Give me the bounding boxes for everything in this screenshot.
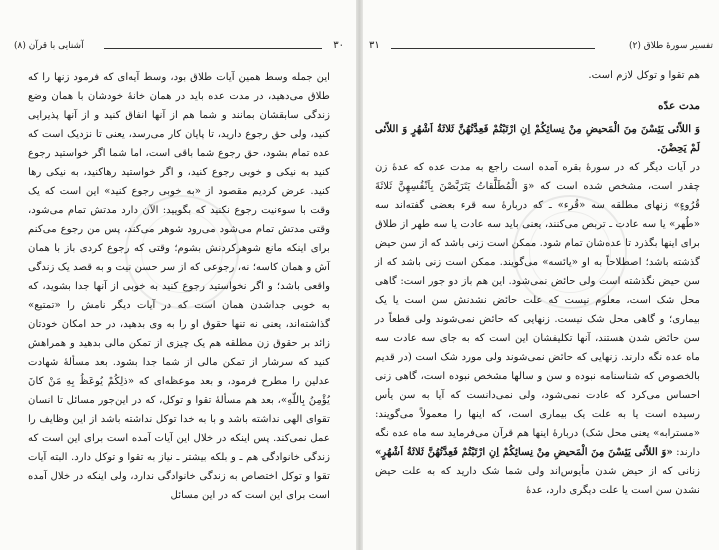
left-page-number: ۳۰ <box>333 40 344 51</box>
left-page-header <box>14 39 344 53</box>
paragraph-text: زنانی که از حیض شدن مأیوس‌اند ولی شما شک دارید که به علت حیض نشدن سن است یا علت دیگری دارد، عدهٔ <box>375 466 700 496</box>
right-page-number: ۳۱ <box>369 40 380 51</box>
quran-verse: وَ اللاّئی یَئِسْنَ مِنَ الْمَحیضِ مِنْ نِسائِکُمْ اِنِ ارْتَبْتُمْ فَعِدَّتُهُنَّ ثَلاثَةُ اَشْهُرٍ وَ اللاّئی لَمْ یَحِضْنَ. <box>375 123 700 154</box>
left-page <box>0 0 356 550</box>
right-page-header <box>369 39 713 53</box>
body-paragraph: این جمله وسط همین آیات طلاق بود، وسط آیه‌ای که فرمود زنها را که طلاق می‌دهید، در مدت عده باید در همان خانهٔ خودشان با همان وضع زندگی سابقشان بمانند و شما هم از آنها انفاق کنید و از آنها پذیرایی کنید، ولی حق رجوع دارید، تا پایان کار می‌رسد، یعنی تا نزدیک است که عده تمام بشود، حق رجوع شما باقی است، اما شما اگر خواستید رجوع کنید به نیکی و خوبی رجوع کنید، و اگر خواستید رهاکنید، به نیکی رها کنید. عرض کردیم مقصود از «به خوبی رجوع کنید» این است که یک وقت با سوءنیت رجوع نکنید که بگویید: الآن دارد مدتش تمام می‌شود، وقتی مدتش تمام می‌شود می‌رود شوهر می‌کند، پس من رجوع می‌کنم برای اینکه مانع شوهرکردنش بشوم؛ وقتی که رجوع کردی باز با همان آش و همان کاسه؛ نه، رجوعی که از سر حسن نیت و به قصد یک زندگی واقعی باشد؛ و اگر نخواستید رجوع کنید به خوبی از آنها جدا بشوید، که به خوبی جداشدن همان است که در آیات دیگر نامش را «تمتیع» گذاشته‌اند، یعنی نه تنها حقوق او را به وی بدهید، در حد امکان خودتان زائد بر حقوق زن مطلقه هم یک چیزی از تمکن مالی بدهید و همراهش کنید که سرشار از تمکن مالی از شما جدا بشود. بعد مسألهٔ شهادت عدلین را مطرح فرمود، و بعد موعظه‌ای که «ذلِکُمْ یُوعَظُ بِهِ مَنْ کانَ یُؤْمِنُ بِاللّهِ»، بعد هم مسألهٔ تقوا و توکل، که در این‌جور مسائل تا انسان تقوای الهی نداشته باشد و با به خدا توکل نداشته باشد از این وظایف را عمل نمی‌کند. پس اینکه در خلال این آیات آمده است برای این است که زندگی خانوادگی هم ـ و بلکه بیشتر ـ نیاز به تقوا و توکل دارد. البته آیات تقوا و توکل اختصاص به زندگی خانوادگی ندارد، ولی اینکه در خلال آمده است برای این است که در این مسائل <box>28 72 330 501</box>
section-title: مدت عدّه <box>658 100 700 112</box>
intro-line: هم تقوا و توکل لازم است. <box>588 70 700 81</box>
right-running-title: تفسیر سورهٔ طلاق (۲) <box>629 41 713 51</box>
right-page <box>363 0 719 550</box>
body-paragraph <box>375 158 700 500</box>
header-rule <box>391 48 595 49</box>
left-page-body <box>28 68 330 505</box>
right-page-body <box>375 66 700 500</box>
quran-verse-inline: «وَ اللاّئی یَئِسْنَ مِنَ الْمَحیضِ مِنْ نِسائِکُمْ اِنِ ارْتَبْتُمْ فَعِدَّتُهُنَّ ثَلاثَةُ اَشْهُرٍ» <box>375 446 673 458</box>
header-rule <box>104 48 322 49</box>
book-spine <box>356 0 363 550</box>
left-running-title: آشنایی با قرآن (۸) <box>14 41 84 51</box>
paragraph-text: در آیات دیگر که در سورهٔ بقره آمده است راجع به مدت عده که عدهٔ زن چقدر است، مشخص شده است که «وَ الْمُطَلَّقاتُ یَتَرَبَّصْنَ بِاَنْفُسِهِنَّ ثَلاثَةَ قُرُوءٍ» زنهای مطلقه سه «قُرء» ـ که دربارهٔ سه قرء بعضی گفته‌اند سه «طُهر» یا سه عادت ـ تربص می‌کنند، یعنی باید سه عادت یا سه طهر از طلاق برای اینها بگذرد تا عده‌شان تمام شود. ممکن است زنی باشد که از سن حیض گذشته باشد؛ اصطلاحاً به او «یائسه» می‌گویند. ممکن است زنی باشد که از سن حیض نگذشته است ولی حائض نمی‌شود. این هم باز دو جور است: گاهی محل شک است، معلوم نیست که علت حائض نشدنش سن است یا یک بیماری؛ و گاهی محل شک نیست. زنهایی که حائض نمی‌شوند ولی قطعاً در سن حائض شدن هستند، آنها تکلیفشان این است که به جای سه عادت سه ماه عده نگه دارند. زنهایی که حائض نمی‌شوند ولی مورد شک است (در قدیم بالخصوص که شناسنامه نبوده و سن و سالها مشخص نبوده است، گاهی زنی احساس می‌کرد که عادت نمی‌شود، ولی نمی‌دانست که آیا به سن یأس رسیده است یا به علت یک بیماری است، که اینها را معمولاً می‌گویند: «مسترابه» یعنی محل شک) دربارهٔ اینها هم قرآن می‌فرماید سه ماه عده نگه دارند: <box>375 162 701 458</box>
